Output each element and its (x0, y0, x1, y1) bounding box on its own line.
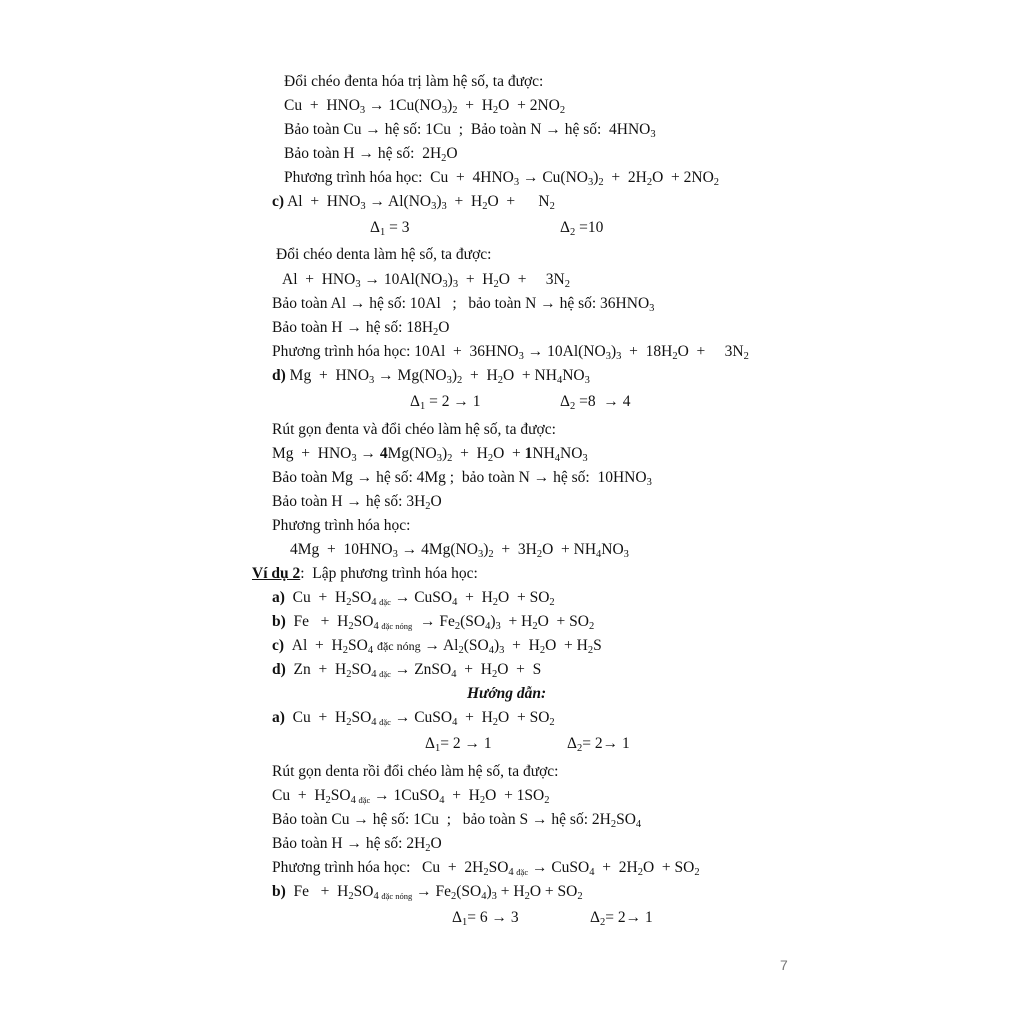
text-line: $4Mg + 10HNO_3 \to 4Mg(NO_3)_2 + 3H_2O + NH_4NO_3$ (290, 541, 629, 560)
text-line: Bảo toàn H → hệ số: $3H_2O$ (272, 493, 442, 512)
text-line: c) $Al + H_2SO_4$ đặc nóng → $Al_2(SO_4)_3 + H_2O + H_2S$ (272, 637, 602, 656)
text-line: Bảo toàn Cu → hệ số: 1Cu ; Bảo toàn N → hệ số: $4HNO_3$ (284, 121, 656, 140)
text-line: $\Delta_1= 6 \to 3$ (452, 909, 519, 928)
text-line: $\Delta_1 = 3$ (370, 219, 410, 238)
text-line: Phương trình hóa học: $10Al + 36HNO_3 \to 10Al(NO_3)_3 + 18H_2O$ + $3N_2$ (272, 343, 749, 362)
text-line: Phương trình hóa học: (272, 517, 411, 534)
text-line: $\Delta_2= 2\to 1$ (590, 909, 653, 928)
text-line: Hướng dẫn: (467, 685, 547, 702)
text-line: Phương trình hóa học: $Cu + 2H_2SO_{4 đặc}$ → CuSO$_4$ + $2H_2O + SO_2$ (272, 859, 700, 878)
text-line: $\Delta_1 = 2 \to 1$ (410, 393, 481, 412)
text-line: b) $Fe + H_2SO_{4 đặc nóng} \to Fe_2(SO_4)_3 + H_2O + SO_2$ (272, 613, 595, 632)
text-line: a) $Cu + H_2SO_{4 đặc}$ → CuSO$_4$ + $H_2O + SO_2$ (272, 709, 555, 728)
text-line: Bảo toàn H → hệ số: $2H_2O$ (284, 145, 458, 164)
text-line: Đổi chéo denta làm hệ số, ta được: (276, 246, 492, 263)
text-line: $Mg + HNO_3 \to 4Mg(NO_3)_2 + H_2O + 1NH_4NO_3$ (272, 445, 588, 464)
text-line: b) $Fe + H_2SO_{4 đặc nóng} \to Fe_2(SO_4)_3 + H_2O + SO_2$ (272, 883, 583, 902)
text-line: d) $Zn + H_2SO_{4 đặc}$ → ZnSO$_4$ + $H_2O + S$ (272, 661, 542, 680)
text-line: Bảo toàn Mg → hệ số: 4Mg ; bảo toàn N → hệ số: $10HNO_3$ (272, 469, 652, 488)
text-line: $Cu + HNO_3 \to 1Cu(NO_3)_2 + H_2O + 2NO_2$ (284, 97, 566, 116)
text-line: Ví dụ 2: Lập phương trình hóa học: (252, 565, 478, 582)
text-line: Bảo toàn Cu → hệ số: 1Cu ; bảo toàn S → hệ số: $2H_2SO_4$ (272, 811, 642, 830)
text-line: $\Delta_2 =10$ (560, 219, 604, 238)
text-line: $Cu + H_2SO_{4 đặc}$ → 1CuSO$_4$ + $H_2O + 1SO_2$ (272, 787, 550, 806)
text-line: Rút gọn denta rồi đổi chéo làm hệ số, ta được: (272, 763, 559, 780)
text-line: Bảo toàn H → hệ số: $18H_2O$ (272, 319, 450, 338)
text-line: Đổi chéo đenta hóa trị làm hệ số, ta được: (284, 73, 544, 90)
page-number: 7 (780, 957, 788, 973)
text-line: $Al + HNO_3 \to 10Al(NO_3)_3 + H_2O$ + $3N_2$ (282, 271, 571, 290)
text-line: $\Delta_1= 2 \to 1$ (425, 735, 492, 754)
text-line: a) $Cu + H_2SO_{4 đặc}$ → CuSO$_4$ + $H_2O + SO_2$ (272, 589, 555, 608)
text-line: Phương trình hóa học: $Cu + 4HNO_3 \to Cu(NO_3)_2 + 2H_2O + 2NO_2$ (284, 169, 720, 188)
text-line: $\Delta_2 =8 \to 4$ (560, 393, 631, 412)
text-line: Bảo toàn H → hệ số: $2H_2O$ (272, 835, 442, 854)
text-line: Bảo toàn Al → hệ số: 10Al ; bảo toàn N → hệ số: $36HNO_3$ (272, 295, 655, 314)
text-line: Rút gọn đenta và đổi chéo làm hệ số, ta được: (272, 421, 556, 438)
text-line: $\Delta_2= 2\to 1$ (567, 735, 630, 754)
text-line: d) $Mg + HNO_3 \to Mg(NO_3)_2 + H_2O + NH_4NO_3$ (272, 367, 590, 386)
text-line: c) $Al + HNO_3 \to Al(NO_3)_3 + H_2O$ + $N_2$ (272, 193, 555, 212)
